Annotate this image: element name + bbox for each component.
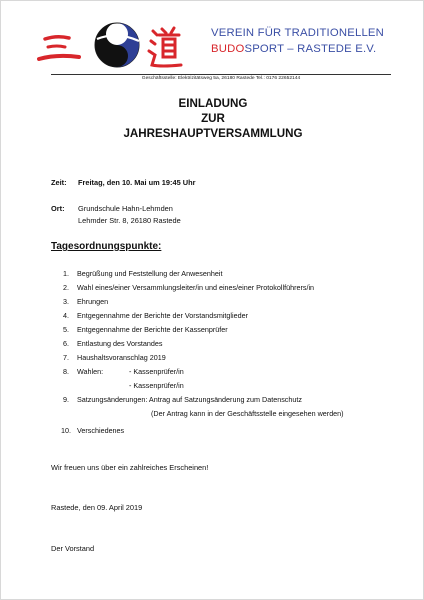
- org-name-line1: VEREIN FÜR TRADITIONELLEN: [211, 27, 385, 39]
- agenda-item-number: 5.: [63, 325, 69, 334]
- agenda-item-text: Entgegennahme der Berichte der Vorstandsmitglieder: [77, 311, 249, 320]
- place-line1: Grundschule Hahn-Lehmden: [78, 204, 173, 213]
- title-line3: JAHRESHAUPTVERSAMMLUNG: [123, 127, 303, 140]
- header-divider: [51, 74, 391, 75]
- agenda-item-number: 8.: [63, 367, 69, 376]
- organization-name: [211, 25, 391, 57]
- org-name-budo: BUDO: [211, 43, 245, 55]
- agenda-item-number: 1.: [63, 269, 69, 278]
- place-line2: Lehmder Str. 8, 26180 Rastede: [78, 216, 181, 225]
- closing-text: Wir freuen uns über ein zahlreiches Erscheinen!: [51, 463, 209, 472]
- agenda-item-number: 2.: [63, 283, 69, 292]
- agenda-item-text: Ehrungen: [77, 297, 109, 306]
- agenda-item-text: Haushaltsvoranschlag 2019: [77, 353, 166, 362]
- agenda-heading: Tagesordnungspunkte:: [51, 241, 162, 252]
- agenda-item-text: Begrüßung und Feststellung der Anwesenheit: [77, 269, 223, 278]
- agenda-item-number: 10.: [61, 426, 71, 435]
- title-line1: EINLADUNG: [178, 97, 248, 110]
- budo-logo-icon: [35, 21, 185, 73]
- org-name-line2: [211, 41, 391, 57]
- wahlen-sub-item: - Kassenprüfer/in: [129, 381, 184, 390]
- time-value: Freitag, den 10. Mai um 19:45 Uhr: [78, 178, 196, 187]
- date-line: Rastede, den 09. April 2019: [51, 503, 143, 512]
- agenda-item-text: Verschiedenes: [77, 426, 125, 435]
- wahlen-sub-item: - Kassenprüfer/in: [129, 367, 184, 376]
- title-line2: ZUR: [201, 112, 225, 125]
- agenda-item-number: 4.: [63, 311, 69, 320]
- agenda-item-text: Wahl eines/einer Versammlungsleiter/in und eines/einer Protokollführers/in: [77, 283, 315, 292]
- agenda-item-text: Satzungsänderungen: Antrag auf Satzungsänderung zum Datenschutz: [77, 395, 302, 404]
- agenda-item-text: Entgegennahme der Berichte der Kassenprüfer: [77, 325, 228, 334]
- agenda-item-text: Wahlen:: [77, 367, 104, 376]
- place-label: Ort:: [51, 204, 65, 213]
- agenda-item-number: 6.: [63, 339, 69, 348]
- signature: Der Vorstand: [51, 544, 95, 553]
- org-name-rest: SPORT – RASTEDE E.V.: [244, 43, 377, 55]
- time-label: Zeit:: [51, 178, 67, 187]
- agenda-item-number: 7.: [63, 353, 69, 362]
- agenda-item-number: 3.: [63, 297, 69, 306]
- satzung-note: (Der Antrag kann in der Geschäftsstelle eingesehen werden): [151, 409, 344, 418]
- agenda-item-number: 9.: [63, 395, 69, 404]
- office-address: Geschäftsstelle: Elektrizitätsweg 5a, 26180 Rastede Tel.: 0176 22652144: [141, 76, 301, 81]
- agenda-item-text: Entlastung des Vorstandes: [77, 339, 163, 348]
